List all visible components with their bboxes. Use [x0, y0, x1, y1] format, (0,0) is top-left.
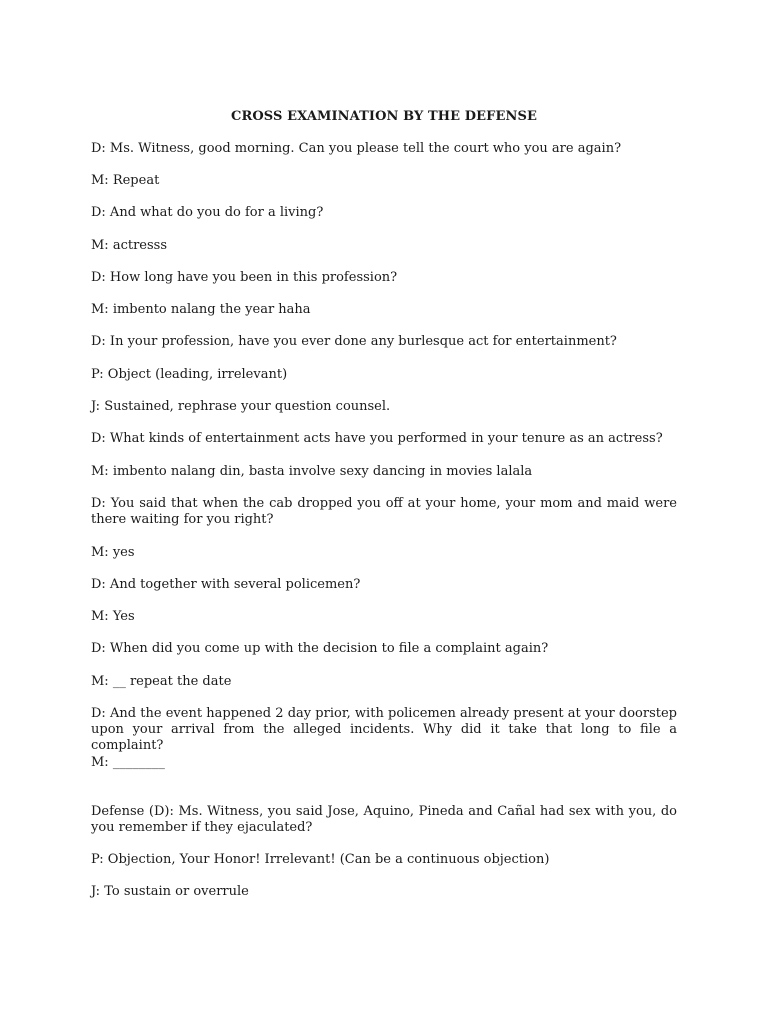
transcript-line: D: Ms. Witness, good morning. Can you please tell the court who you are again? — [91, 141, 622, 156]
transcript-line: P: Objection, Your Honor! Irrelevant! (Can be a continuous objection) — [91, 852, 550, 867]
transcript-line: M: imbento nalang the year haha — [91, 302, 311, 317]
transcript-line: M: Yes — [91, 609, 135, 624]
transcript-line: D: And together with several policemen? — [91, 577, 361, 592]
transcript-line: D: In your profession, have you ever done any burlesque act for entertainment? — [91, 334, 617, 349]
transcript-line: D: When did you come up with the decision to file a complaint again? — [91, 641, 549, 656]
transcript-line: M: Repeat — [91, 173, 160, 188]
transcript-line: P: Object (leading, irrelevant) — [91, 367, 288, 382]
transcript-line: M: ________ — [91, 755, 165, 770]
transcript-line: D: And the event happened 2 day prior, with policemen already present at your doorstep upon your arrival from the alleged incidents. Why did it take that long to file a complaint? — [91, 706, 677, 753]
transcript-line: D: And what do you do for a living? — [91, 205, 324, 220]
transcript-line: D: You said that when the cab dropped you off at your home, your mom and maid were there waiting for you right? — [91, 496, 677, 527]
transcript-line: M: imbento nalang din, basta involve sexy dancing in movies lalala — [91, 464, 533, 479]
transcript-line: Defense (D): Ms. Witness, you said Jose, Aquino, Pineda and Cañal had sex with you, do you remember if they ejaculated? — [91, 804, 677, 835]
document-title: CROSS EXAMINATION BY THE DEFENSE — [231, 109, 537, 124]
transcript-line: J: To sustain or overrule — [91, 884, 249, 899]
transcript-line: M: actresss — [91, 238, 168, 253]
transcript-line: M: __ repeat the date — [91, 674, 232, 689]
transcript-line: J: Sustained, rephrase your question counsel. — [91, 399, 391, 414]
transcript-line: D: How long have you been in this profession? — [91, 270, 398, 285]
transcript-line: M: yes — [91, 545, 135, 560]
transcript-line: D: What kinds of entertainment acts have you performed in your tenure as an actress? — [91, 431, 663, 446]
